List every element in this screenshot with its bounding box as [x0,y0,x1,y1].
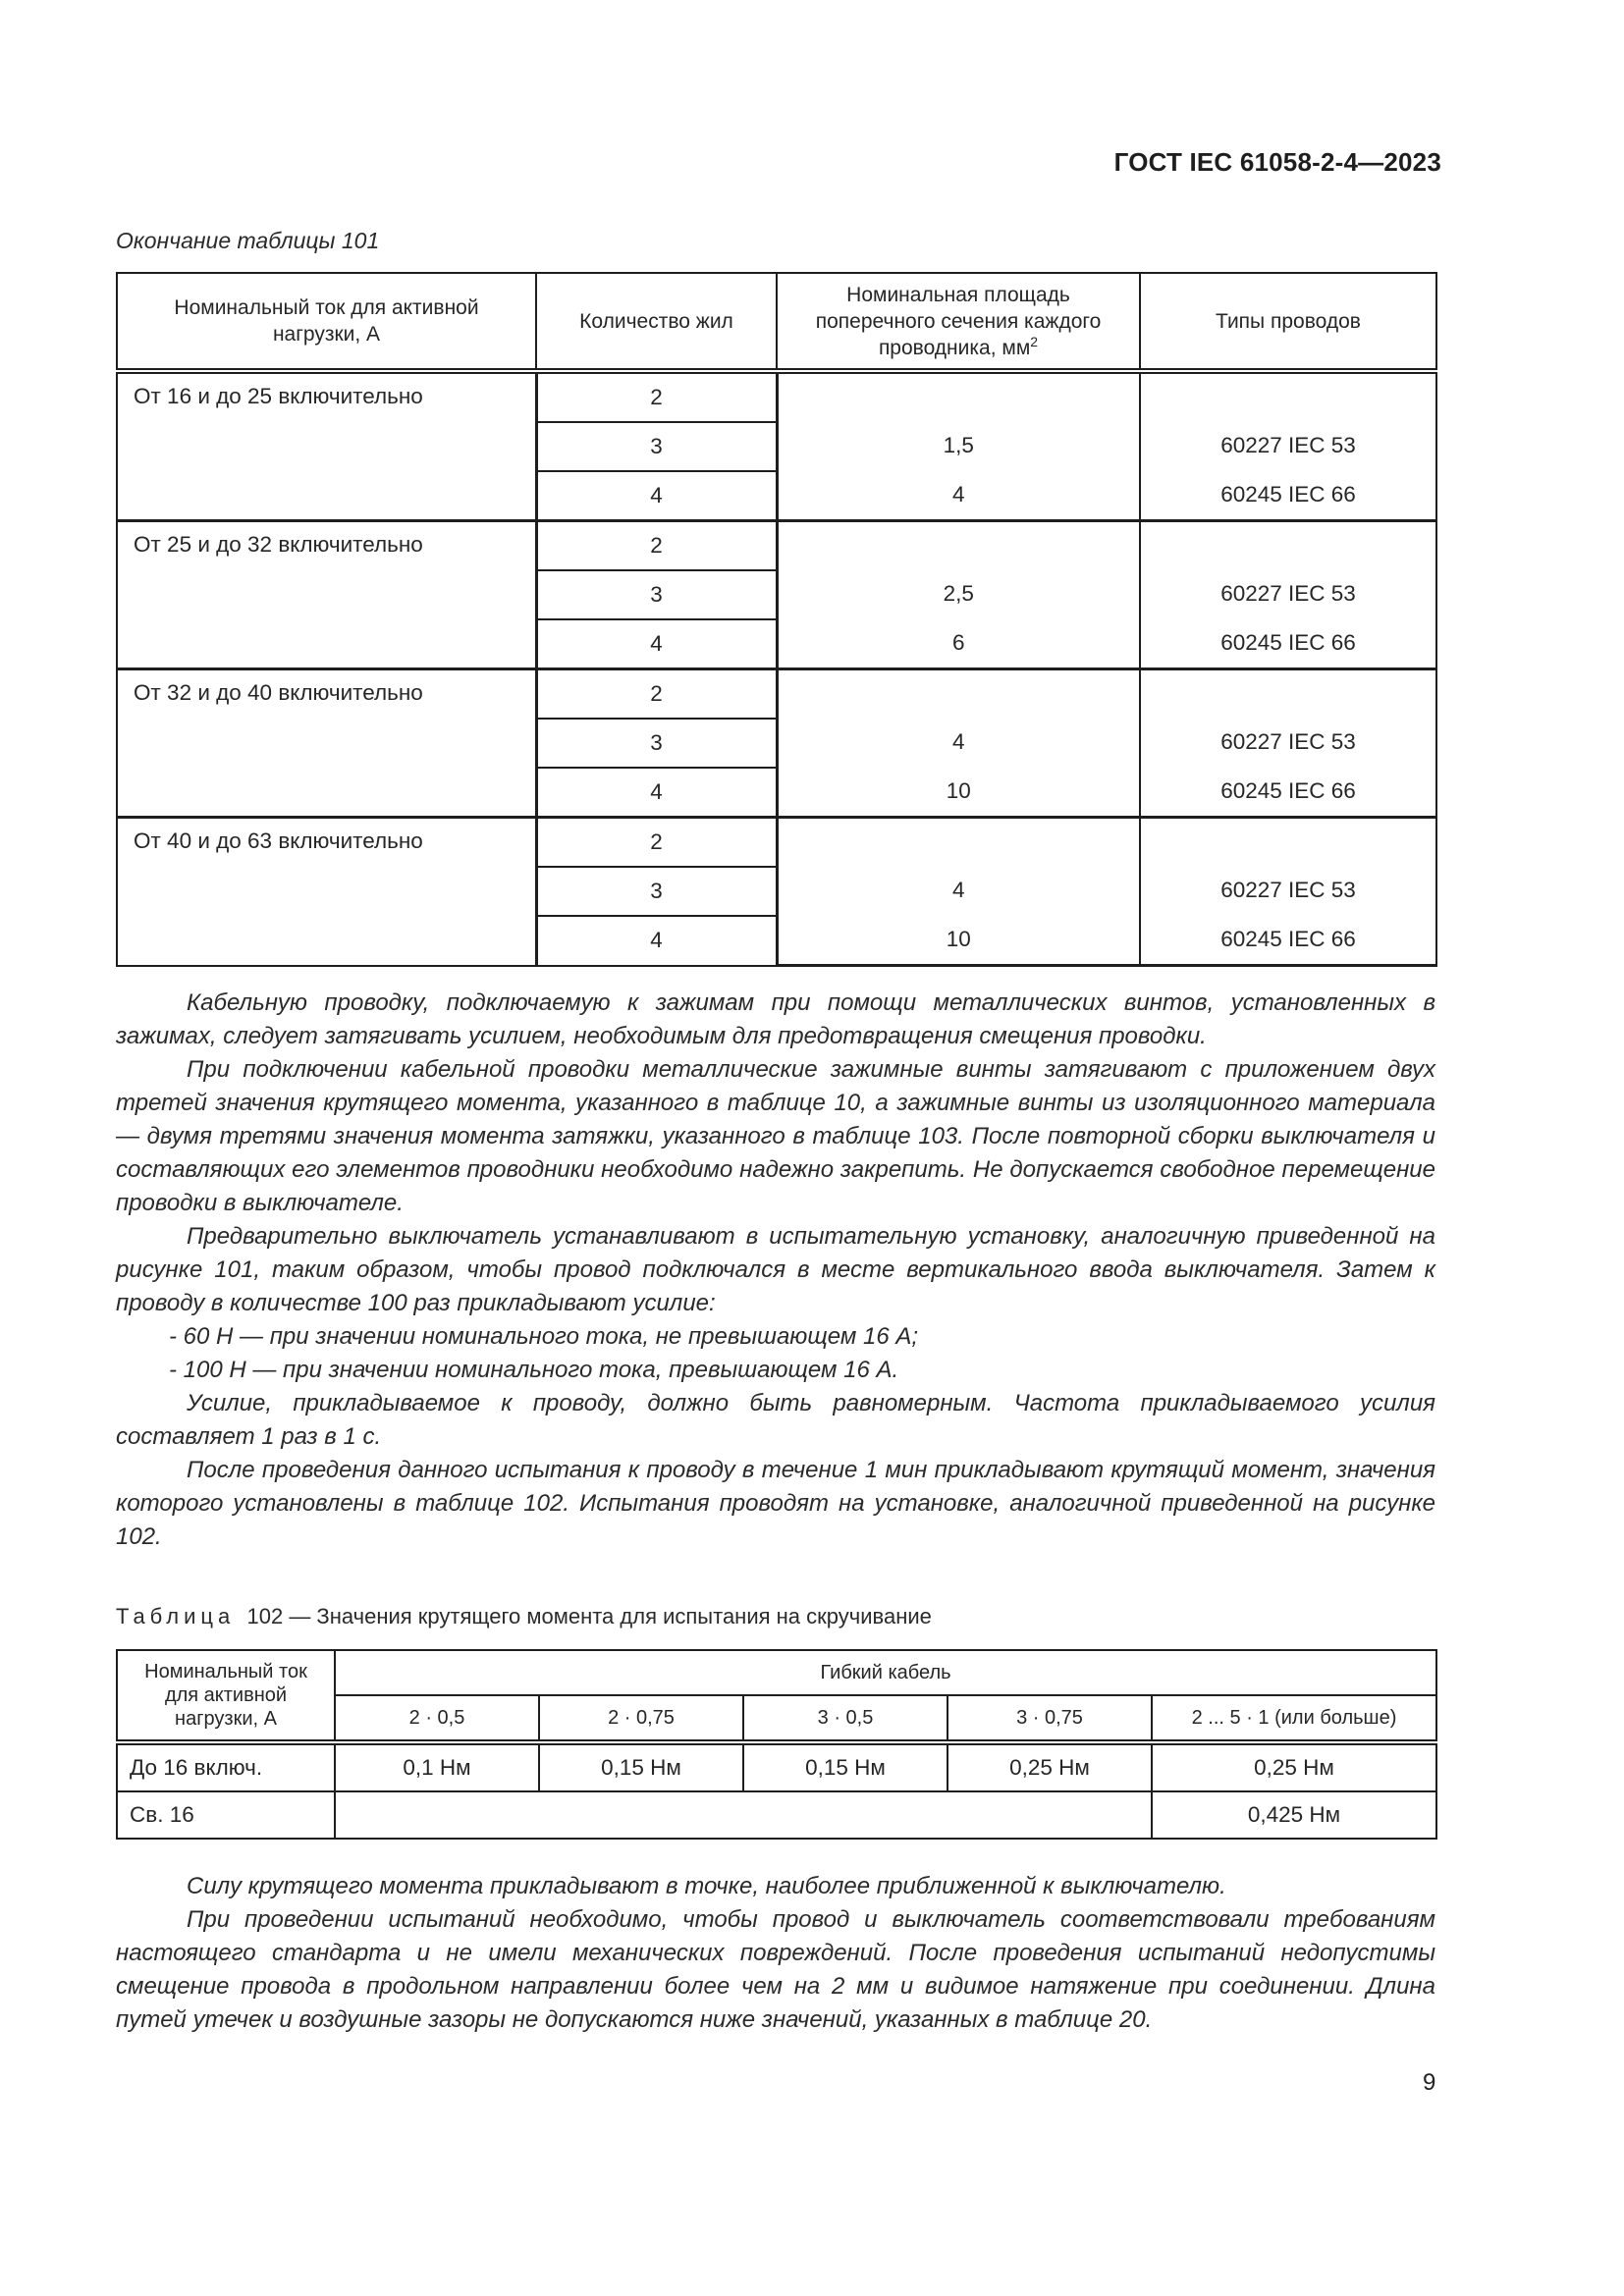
col-header-core-count: Количество жил [536,273,777,371]
wire-types-cell: 60227 IEC 53 60245 IEC 66 [1140,521,1436,669]
col-header-cable-size: 2 · 0,75 [539,1695,743,1742]
core-count: 2 [536,818,777,868]
col-header-rated-current: Номинальный ток для активной нагрузки, А [117,273,536,371]
col-header-cable-size: 2 · 0,5 [335,1695,539,1742]
core-count: 4 [536,768,777,818]
document-standard-id: ГОСТ IEC 61058-2-4—2023 [1113,147,1441,177]
col-header-cable-size: 3 · 0,5 [743,1695,947,1742]
table102-title [116,1604,932,1629]
band-label: От 16 и до 25 включительно [117,371,536,521]
core-count: 2 [536,371,777,422]
core-count: 3 [536,570,777,619]
table102-title-text: 102 — Значения крутящего момента для испытания на скручивание [246,1604,932,1629]
core-count: 3 [536,867,777,916]
body-text-block-2 [116,1870,1435,2037]
torque-value: 0,15 Нм [539,1742,743,1791]
cross-section-cell: 4 10 [777,818,1140,966]
paragraph: После проведения данного испытания к проводу в течение 1 мин прикладывают крутящий момент, значения которого установлены в таблице 102. Испытания проводят на установке, аналогичной приведенной на рисунке 102. [116,1457,1435,1550]
torque-value: 0,15 Нм [743,1742,947,1791]
row-label: Св. 16 [117,1791,335,1839]
core-count: 3 [536,422,777,471]
list-item: - 100 Н — при значении номинального тока, превышающем 16 А. [169,1357,899,1383]
core-count: 2 [536,669,777,720]
torque-value: 0,1 Нм [335,1742,539,1791]
core-count: 4 [536,619,777,669]
table-header-row [117,273,1436,371]
merged-blank-cell [335,1791,1152,1839]
col-header-flexible-cable: Гибкий кабель [335,1650,1436,1695]
band-label: От 32 и до 40 включительно [117,669,536,818]
table-header-row [117,1650,1436,1695]
table102-title-prefix: Таблица [116,1604,236,1629]
cross-section-cell: 1,5 4 [777,371,1140,521]
list-item: - 60 Н — при значении номинального тока, не превышающем 16 А; [169,1323,919,1350]
paragraph: Кабельную проводку, подключаемую к зажимам при помощи металлических винтов, установленных в зажимах, следует затягивать усилием, необходимым для предотвращения смещения проводки. [116,989,1435,1049]
core-count: 4 [536,471,777,521]
col-header-cross-section: Номинальная площадь поперечного сечения каждого проводника, $мм^2$ [777,273,1140,371]
table-row [117,818,1436,868]
table-row [117,521,1436,571]
paragraph: При подключении кабельной проводки металлические зажимные винты затягивают с приложением двух третей значения крутящего момента, указанного в таблице 10, а зажимные винты из изоляционного материала — двумя третями значения момента затяжки, указанного в таблице 103. После повторной сборки выключателя и составляющих его элементов проводники необходимо надежно закрепить. Не допускается свободное перемещение проводки в выключателе. [116,1056,1435,1216]
page-number: 9 [1423,2069,1436,2096]
core-count: 4 [536,916,777,965]
table-102 [116,1649,1437,1840]
paragraph: Усилие, прикладываемое к проводу, должно быть равномерным. Частота прикладываемого усилия составляет 1 раз в 1 с. [116,1390,1435,1450]
cross-section-cell: 4 10 [777,669,1140,818]
col-header-wire-types: Типы проводов [1140,273,1436,371]
torque-value: 0,425 Нм [1152,1791,1436,1839]
torque-value: 0,25 Нм [947,1742,1152,1791]
col-header-rated-current: Номинальный ток для активной нагрузки, А [117,1650,335,1742]
col-header-cable-size: 2 ... 5 · 1 (или больше) [1152,1695,1436,1742]
table-row [117,1791,1436,1839]
paragraph: Силу крутящего момента прикладывают в точке, наиболее приближенной к выключателю. [187,1873,1226,1899]
band-label: От 40 и до 63 включительно [117,818,536,966]
wire-types-cell: 60227 IEC 53 60245 IEC 66 [1140,371,1436,521]
wire-types-cell: 60227 IEC 53 60245 IEC 66 [1140,669,1436,818]
core-count: 3 [536,719,777,768]
table101-continuation-caption: Окончание таблицы 101 [116,228,380,253]
col-header-cable-size: 3 · 0,75 [947,1695,1152,1742]
wire-types-cell: 60227 IEC 53 60245 IEC 66 [1140,818,1436,966]
core-count: 2 [536,521,777,571]
table-row [117,669,1436,720]
body-text-block-1 [116,987,1435,1554]
row-label: До 16 включ. [117,1742,335,1791]
table-101 [116,272,1437,967]
torque-value: 0,25 Нм [1152,1742,1436,1791]
paragraph: При проведении испытаний необходимо, чтобы провод и выключатель соответствовали требованиям настоящего стандарта и не имели механических повреждений. После проведения испытаний недопустимы смещение провода в продольном направлении более чем на 2 мм и видимое натяжение при соединении. Длина путей утечек и воздушные зазоры не допускаются ниже значений, указанных в таблице 20. [116,1906,1435,2033]
cross-section-cell: 2,5 6 [777,521,1140,669]
paragraph: Предварительно выключатель устанавливают в испытательную установку, аналогичную приведенной на рисунке 101, таким образом, чтобы провод подключался в месте вертикального ввода выключателя. Затем к проводу в количестве 100 раз прикладывают усилие: [116,1223,1435,1316]
band-label: От 25 и до 32 включительно [117,521,536,669]
table-row [117,371,1436,422]
table-row [117,1742,1436,1791]
